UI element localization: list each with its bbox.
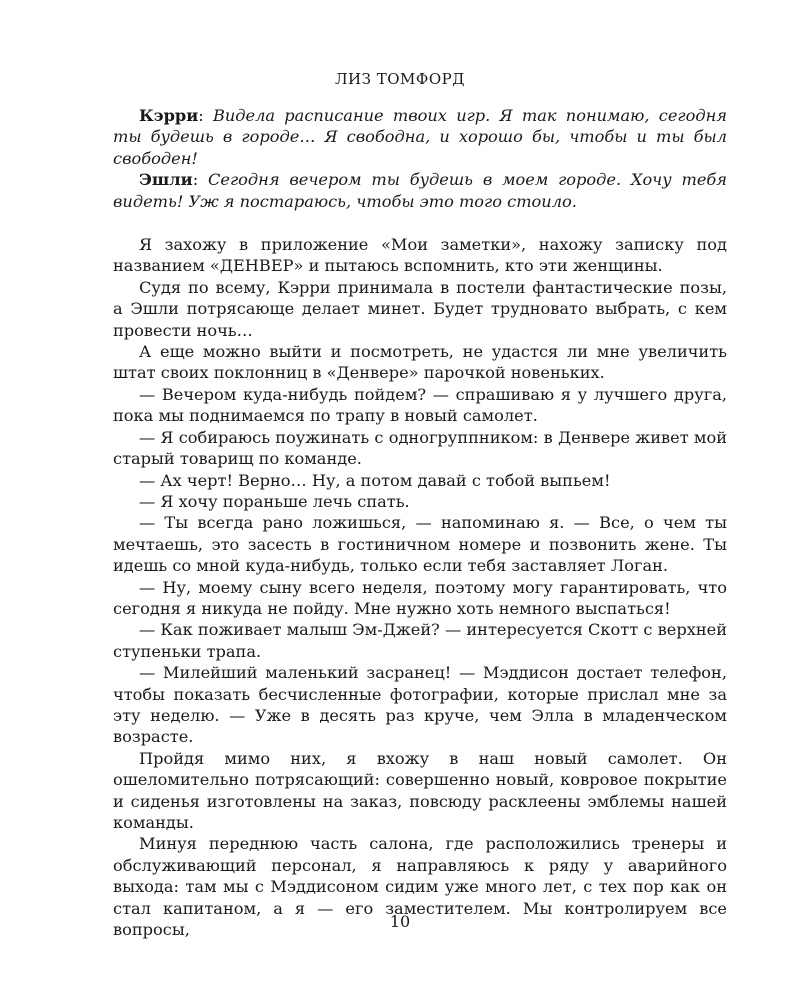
paragraph: Пройдя мимо них, я вхожу в наш новый самолет. Он ошеломительно потрясающий: совершенно новый, ковровое покрытие и сиденья изготовлены на заказ, повсюду расклеены эмблемы нашей команды. bbox=[113, 748, 727, 832]
message-text: Сегодня вечером ты будешь в моем городе. Хочу тебя видеть! Уж я постараюсь, чтобы это того стоило. bbox=[113, 170, 728, 211]
paragraph: Минуя переднюю часть салона, где расположились тренеры и обслуживающий персонал, я направляюсь к ряду у аварийного выхода: там мы с Мэддисоном сидим уже много лет, с тех пор как он стал капитаном, а я — его заместителем. Мы контролируем все вопросы, bbox=[113, 834, 727, 940]
message-text: Видела расписание твоих игр. Я так понимаю, сегодня ты будешь в городе… Я свободна, и хорошо бы, чтобы и ты был свободен! bbox=[113, 106, 727, 168]
paragraph: — Ты всегда рано ложишься, — напоминаю я. — Все, о чем ты мечтаешь, это засесть в гостиничном номере и позвонить жене. Ты идешь со мной куда-нибудь, только если тебя заставляет Логан. bbox=[113, 513, 727, 576]
message-sender: Кэрри bbox=[139, 106, 199, 125]
page-body bbox=[113, 105, 727, 940]
text-message: Кэрри: Видела расписание твоих игр. Я так понимаю, сегодня ты будешь в городе… Я свободна, и хорошо бы, чтобы и ты был свободен! bbox=[113, 106, 727, 168]
paragraph: — Ах черт! Верно… Ну, а потом давай с тобой выпьем! bbox=[139, 470, 611, 490]
paragraph: А еще можно выйти и посмотреть, не удастся ли мне увеличить штат своих поклонниц в «Денвере» парочкой новеньких. bbox=[113, 342, 727, 383]
running-head: ЛИЗ ТОМФОРД bbox=[335, 70, 465, 88]
text-message: Эшли: Сегодня вечером ты будешь в моем городе. Хочу тебя видеть! Уж я постараюсь, чтобы это того стоило. bbox=[113, 170, 728, 211]
paragraph: — Я собираюсь поужинать с одногруппником: в Денвере живет мой старый товарищ по команде. bbox=[113, 427, 727, 469]
section-gap bbox=[113, 212, 727, 234]
paragraph: — Ну, моему сыну всего неделя, поэтому могу гарантировать, что сегодня я никуда не пойду. Мне нужно хоть немного выспаться! bbox=[113, 577, 727, 618]
paragraph: — Вечером куда-нибудь пойдем? — спрашиваю я у лучшего друга, пока мы поднимаемся по трапу в новый самолет. bbox=[113, 384, 727, 426]
message-sender: Эшли bbox=[139, 170, 193, 190]
paragraph: Судя по всему, Кэрри принимала в постели фантастические позы, а Эшли потрясающе делает минет. Будет трудновато выбрать, с кем провести ночь… bbox=[113, 277, 727, 340]
paragraph: — Как поживает малыш Эм-Джей? — интересуется Скотт с верхней ступеньки трапа. bbox=[113, 620, 727, 661]
page-number: 10 bbox=[389, 912, 411, 931]
paragraph: Я захожу в приложение «Мои заметки», нахожу записку под названием «ДЕНВЕР» и пытаюсь вспомнить, кто эти женщины. bbox=[113, 235, 727, 276]
paragraph: — Я хочу пораньше лечь спать. bbox=[139, 491, 410, 511]
paragraph: — Милейший маленький засранец! — Мэддисон достает телефон, чтобы показать бесчисленные фотографии, которые прислал мне за эту неделю. — Уже в десять раз круче, чем Элла в младенческом возрасте. bbox=[113, 663, 727, 747]
